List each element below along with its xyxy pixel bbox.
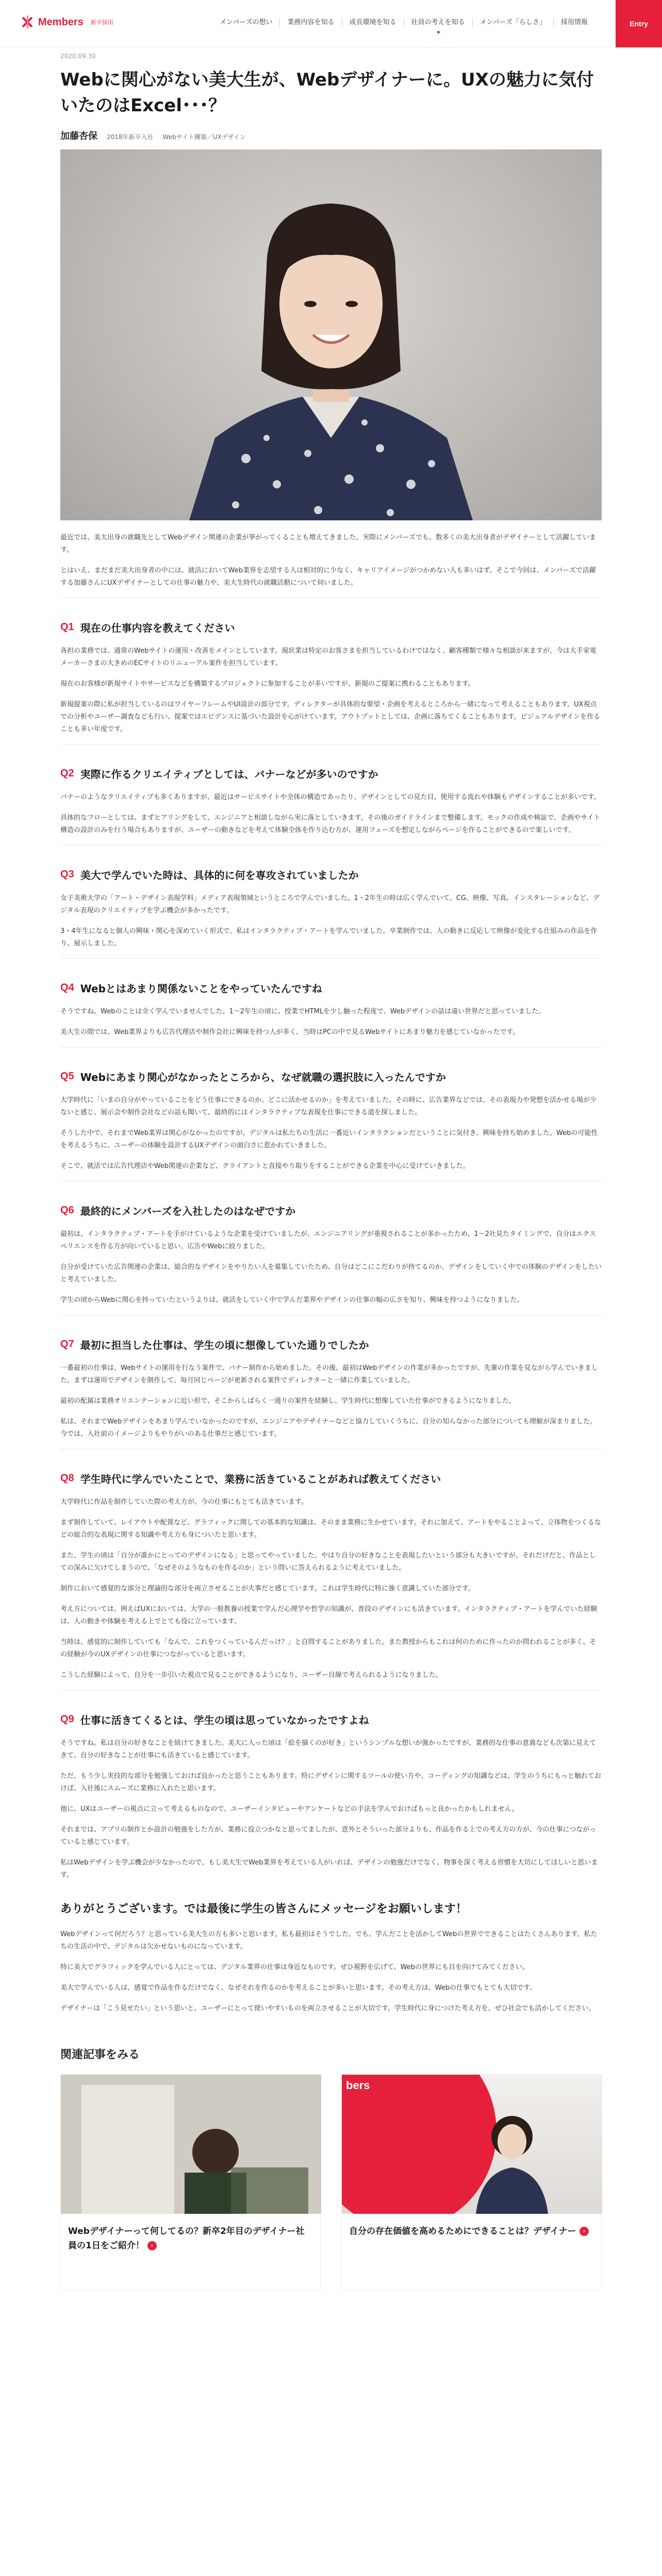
author-name: 加藤杏保 [60,131,97,142]
intro-paragraph: 最近では、美大出身の就職先としてWebデザイン関連の企業が挙がってくることも増えてきました。実際にメンバーズでも、数多くの美大出身者がデザイナーとして活躍しています。 [60,534,596,554]
answer-paragraph: 大学時代に作品を制作していた際の考え方が、今の仕事にもとても活きています。 [60,1498,308,1506]
nav-item-culture[interactable]: メンバーズ「らしさ」 [473,19,554,27]
question-heading: 実際に作るクリエイティブとしては、バナーなどが多いのですか [80,768,378,781]
closing-paragraph: 特に美大でグラフィックを学んでいる人にとっては、デジタル業界の仕事は身近なものです。ぜひ視野を広げて、Webの世界にも目を向けてみてください。 [60,1963,529,1971]
answer-paragraph: 一番最初の仕事は、Webサイトの運用を行なう案件で、バナー制作から始めました。その後、最初はWebデザインの作業が多かったですが、先輩の作業を見ながら学んでいきました。まずは運用でデザインを制作して、毎月同じページが更新される案件でディレクターと一緒に作業していました。 [60,1364,598,1384]
closing-paragraph: デザイナーは「こう見せたい」という思いと、ユーザーにとって使いやすいものを両立させることが大切です。学生時代に身につけた考え方を、ぜひ社会でも活かしてください。 [60,2005,595,2012]
answer-paragraph: こうした経験によって、自分を一歩引いた視点で見ることができるようになり、ユーザー目線で考えられるようになりました。 [60,1671,442,1679]
question-number: Q4 [60,982,74,993]
question-number: Q7 [60,1338,74,1350]
answer-paragraph: 具体的なフローとしては、まずヒアリングをして、エンジニアと相談しながら実に落としていきます。その後のガイドラインまで整備します。モックの作成や検証で、企画やサイト構造の設計のみを行う場合もありますが、ユーザーの動きなどを考えて体験全体を作り込む方が、運用フェーズを想定しながらページを作ることができるので楽しいです。 [60,814,601,834]
answer-paragraph: また、学生の頃は「自分が誰かにとってのデザインになる」と思ってやっていました。やはり自分の好きなことを表現したいという部分も大きいですが、それだけだと、作品としての深みに欠けてしまうので、「なぜそのようなものを作るのか」という問いに答えられるように考えていました。 [60,1552,596,1572]
question-number: Q6 [60,1205,74,1216]
answer-paragraph: 私は、それまでWebデザインをあまり学んでいなかったのですが、エンジニアやデザイナーなどと協力していくうちに、自分の知らなかった部分についても理解が深まりました。今では、入社前のイメージよりもやりがいのある仕事だと感じています。 [60,1418,597,1438]
qa-section-q1 [60,598,602,744]
question-heading: 最初に担当した仕事は、学生の頃に想像していた通りでしたか [80,1339,369,1351]
answer-paragraph: 私はWebデザインを学ぶ機会が少なかったので、もし美大生でWeb業界を考えている人がいれば、デザインの勉強だけでなく、物事を深く考える習慣を大切にしてほしいと思います。 [60,1859,598,1879]
author-info [60,129,602,142]
question-number: Q2 [60,768,74,779]
answer-paragraph: 各担の業務では、通常のWebサイトの運用・改善をメインとしています。現状業は特定のお客さまを担当しているわけではなく、顧客種類で様々な相談が来ますが、今は大手家電メーカーさまの大きめのECサイトのリニューアル案件を担当しています。 [60,647,597,667]
nav-item-philosophy[interactable]: メンバーズの想い [212,19,280,27]
question-number: Q9 [60,1714,74,1725]
article-title: Webに関心がない美大生が、Webデザイナーに。UXの魅力に気付いたのはExcel･･･？ [60,70,594,116]
qa-section-q7 [60,1315,602,1449]
answer-paragraph: 考え方については、例えばUXにおいては、大学の一般教養の授業で学んだ心理学や哲学の知識が、普段のデザインにも活きています。インタラクティブ・アートを学んでいた経験は、人の動きや体験を考える上でとても役に立っています。 [60,1605,598,1625]
arrow-right-icon: › [147,2241,157,2250]
author-year: 2018年新卒入社 [107,133,154,141]
article [60,47,602,2015]
related-heading: 関連記事をみる [60,2048,140,2061]
qa-section-q6 [60,1181,602,1315]
answer-paragraph: そこで、就活では広告代理店やWeb関連の企業など、クライアントと直接やり取りをすることができる企業を中心に受けていきました。 [60,1162,470,1170]
related-card-title: 自分の存在価値を高めるためにできることは？デザイナー [349,2226,576,2236]
question-number: Q8 [60,1472,74,1484]
related-card-photo [61,2075,321,2214]
question-heading: Webとはあまり関係ないことをやっていたんですね [80,982,322,995]
members-logo-icon [21,15,34,29]
answer-paragraph: ただ、もう少し実技的な部分を勉強しておけば良かったと思うこともあります。特にデザインに関するツールの使い方や、コーディングの知識などは、学生のうちにもっと触れておけば、入社後にスムーズに業務に入れたと思います。 [60,1772,601,1792]
answer-paragraph: そうした中で、それまでWeb業界は関心がなかったのですが、デジタルは私たちの生活に一番近いインタラクションだということに気付き、興味を持ち始めました。Webの可能性を考えるうちに、ユーザーの体験を設計するUXデザインの面白さに惹かれていきました。 [60,1129,598,1149]
answer-paragraph: 最初の配属は業務オリエンテーションに近い形で、そこからしばらく一通りの案件を経験し、学生時代に想像していた仕事ができるようになりました。 [60,1397,516,1405]
related-card-photo [342,2075,602,2214]
question-number: Q5 [60,1071,74,1082]
qa-section-q4 [60,959,602,1047]
answer-paragraph: 最初は、インタラクティブ・アートを手がけているような企業を受けていましたが、エンジニアリングが重視されることが多かったため、1〜2社見たタイミングで、自分はエクスペリエンスを作る方が向いていると思い、広告やWebに絞りました。 [60,1230,597,1250]
site-header [0,0,662,47]
question-number: Q3 [60,869,74,880]
qa-section-q3 [60,845,602,959]
site-logo[interactable] [21,15,113,29]
related-card[interactable] [341,2074,602,2291]
question-heading: 現在の仕事内容を教えてください [80,622,235,634]
related-card-title: Webデザイナーって何してるの？新卒2年目のデザイナー社員の1日をご紹介！ [68,2226,305,2251]
nav-item-recruit[interactable]: 採用情報 [560,19,588,26]
answer-paragraph: 現在のお客様が新規サイトやサービスなどを構築するプロジェクトに参加することが多いですが、新規のご提案に携わることもあります。 [60,680,475,688]
intro-paragraph: とはいえ、まだまだ美大出身者の中には、就活においてWeb業界を志望する人は相対的に少なく、キャリアイメージがつかめない人も多いはず。そこで今回は、メンバーズで活躍する加藤さんにUXデザイナーとしての仕事の魅力や、美大生時代の就職活動について伺いました。 [60,567,596,587]
closing-paragraph: 美大で学んでいる人は、感覚で作品を作るだけでなく、なぜそれを作るのかを考えることが多いと思います。その考え方は、Webの仕事でもとても大切です。 [60,1984,537,1992]
answer-paragraph: そうですね。私は自分の好きなことを続けてきました。美大に入った頃は「絵を描くのが好き」というシンプルな想いが強かったですが、業務的な仕事の意義なども次第に見えてきて、自分の好きなことが仕事にも活きていると感じています。 [60,1739,597,1759]
answer-paragraph: 制作において感覚的な部分と理論的な部分を両立させることが大事だと感じています。これは学生時代に特に強く意識していた部分です。 [60,1585,475,1592]
logo-sub: 新卒採用 [90,19,113,26]
answer-paragraph: 新規提案の際に私が担当しているのはワイヤーフレームやUI設計の部分です。ディレクターが具体的な要望・企画を考えるところから一緒になって考えることもあります。UX視点での分析やユーザー調査なども行い、提案ではエビデンスに基づいた設計を心がけています。アウトプットとしては、企画に落ちてくることもあります。ビジュアルデザインを作ることも多い年度です。 [60,701,601,733]
author-role: Webサイト構築／UXデザイン [162,133,246,141]
closing-heading: ありがとうございます。では最後に学生の皆さんにメッセージをお願いします！ [60,1903,467,1916]
qa-section-q5 [60,1047,602,1181]
question-heading: 学生時代に学んでいたことで、業務に活きていることがあれば教えてください [80,1473,441,1485]
closing-paragraph: Webデザインって何だろう？と思っている美大生の方も多いと思います。私も最初はそうでした。でも、学んだことを活かしてWebの世界でできることはたくさんあります。私たちの生活の中で、デジタルは欠かせないものになっています。 [60,1930,598,1951]
qa-section-q9 [60,1690,602,1882]
question-heading: Webにあまり関心がなかったところから、なぜ就職の選択肢に入ったんですか [80,1071,446,1083]
question-heading: 最終的にメンバーズを入社したのはなぜですか [80,1205,296,1217]
related-card[interactable] [60,2074,321,2291]
qa-section-q2 [60,744,602,845]
answer-paragraph: 自分が受けていた広告関連の企業は、総合的なデザインをやりたい人を募集していたため、自分はどこにこだわりが持てるのか、デザインをしていく中での体験のデザインをしたいと考えていました。 [60,1263,602,1283]
answer-paragraph: まず制作していて、レイアウトや配置など、グラフィックに関しての基本的な知識は、そのまま業務に生かせています。それに加えて、アートをやることよって、立体物をつくるなどの総合的な表現に関する知識や考え方も身についたと思います。 [60,1519,601,1539]
answer-paragraph: 女子美術大学の「アート・デザイン表現学科」メディア表現領域というところで学んでいました。1・2年生の時は広く学んでいて、CG、映像、写真、インスタレーションなど、デジタル表現のクリエイティブを学ぶ機会が多かったです。 [60,894,600,914]
answer-paragraph: 他に、UXはユーザーの視点に立って考えるものなので、ユーザーインタビューやアンケートなどの手法を学んでおけばもっと良かったかもしれません。 [60,1805,519,1813]
answer-paragraph: 当時は、感覚的に制作していても「なんで、これをつくっているんだっけ？」と自問することがありました。また教授からもこれは何のために作ったのか問われることが多く、その経験が今のUXデザインの仕事につながっていると思います。 [60,1638,597,1658]
question-heading: 仕事に活きてくるとは、学生の頃は思っていなかったですよね [80,1714,369,1726]
qa-section-q8 [60,1449,602,1690]
arrow-right-icon: › [580,2227,589,2236]
answer-paragraph: そうですね。Webのことは全く学んでいませんでした。1〜2年生の頃に、授業でHTMLを少し触った程度で、Webデザインの話は遠い世界だと思っていました。 [60,1008,545,1015]
answer-paragraph: 3・4年生になると個人の興味・関心を深めていく形式で、私はインタラクティブ・アートを学んでいました。卒業制作では、人の動きに反応して映像が変化する仕組みの作品を作り、展示しました。 [60,927,598,947]
answer-paragraph: 大学時代に「いまの自分がやっていることをどう仕事にできるのか、どこに活かせるのか」を考えていました。その時に、広告業界などでは、その表現力や発想を活かせる場が少ないと感じ、展示会や制作会社などの話も聞いて、最終的にはインタラクティブな表現を仕事にできる道を探しました。 [60,1096,597,1116]
question-number: Q1 [60,621,74,633]
related-card-brand: bers [346,2079,370,2092]
nav-item-business[interactable]: 業務内容を知る [280,19,342,27]
answer-paragraph: 美大生の間では、Web業界よりも広告代理店や制作会社に興味を持つ人が多く、当時はPCの中で見るWebサイトにあまり魅力を感じていなかったです。 [60,1028,520,1036]
hero-portrait-photo [60,149,602,520]
question-heading: 美大で学んでいた時は、具体的に何を専攻されていましたか [80,869,359,882]
answer-paragraph: バナーのようなクリエイティブも多くありますが、最近はサービスサイトや全体の構造であったり、デザインとしての見た目、使用する流れや体験もデザインすることが多いです。 [60,793,601,801]
answer-paragraph: 学生の頃からWebに関心を持っていたというよりは、就活をしていく中で学んだ業界やデザインの仕事の幅の広さを知り、興味を持つようになりました。 [60,1296,524,1304]
global-nav [212,19,595,27]
related-articles [60,2046,602,2311]
nav-item-people[interactable]: 社員の考えを知る [404,19,473,27]
article-date: 2020.09.30 [60,53,96,60]
logo-text: Members [38,16,84,28]
nav-item-growth[interactable]: 成長環境を知る [342,19,404,27]
entry-button[interactable]: Entry [616,0,662,47]
answer-paragraph: それまでは、アプリの制作とか設計の勉強をした方が、業務に役立つかなと思ってましたが、意外とそういった部分よりも、作品を作る上での考え方の方が、今の仕事につながっていると感じています。 [60,1826,597,1846]
